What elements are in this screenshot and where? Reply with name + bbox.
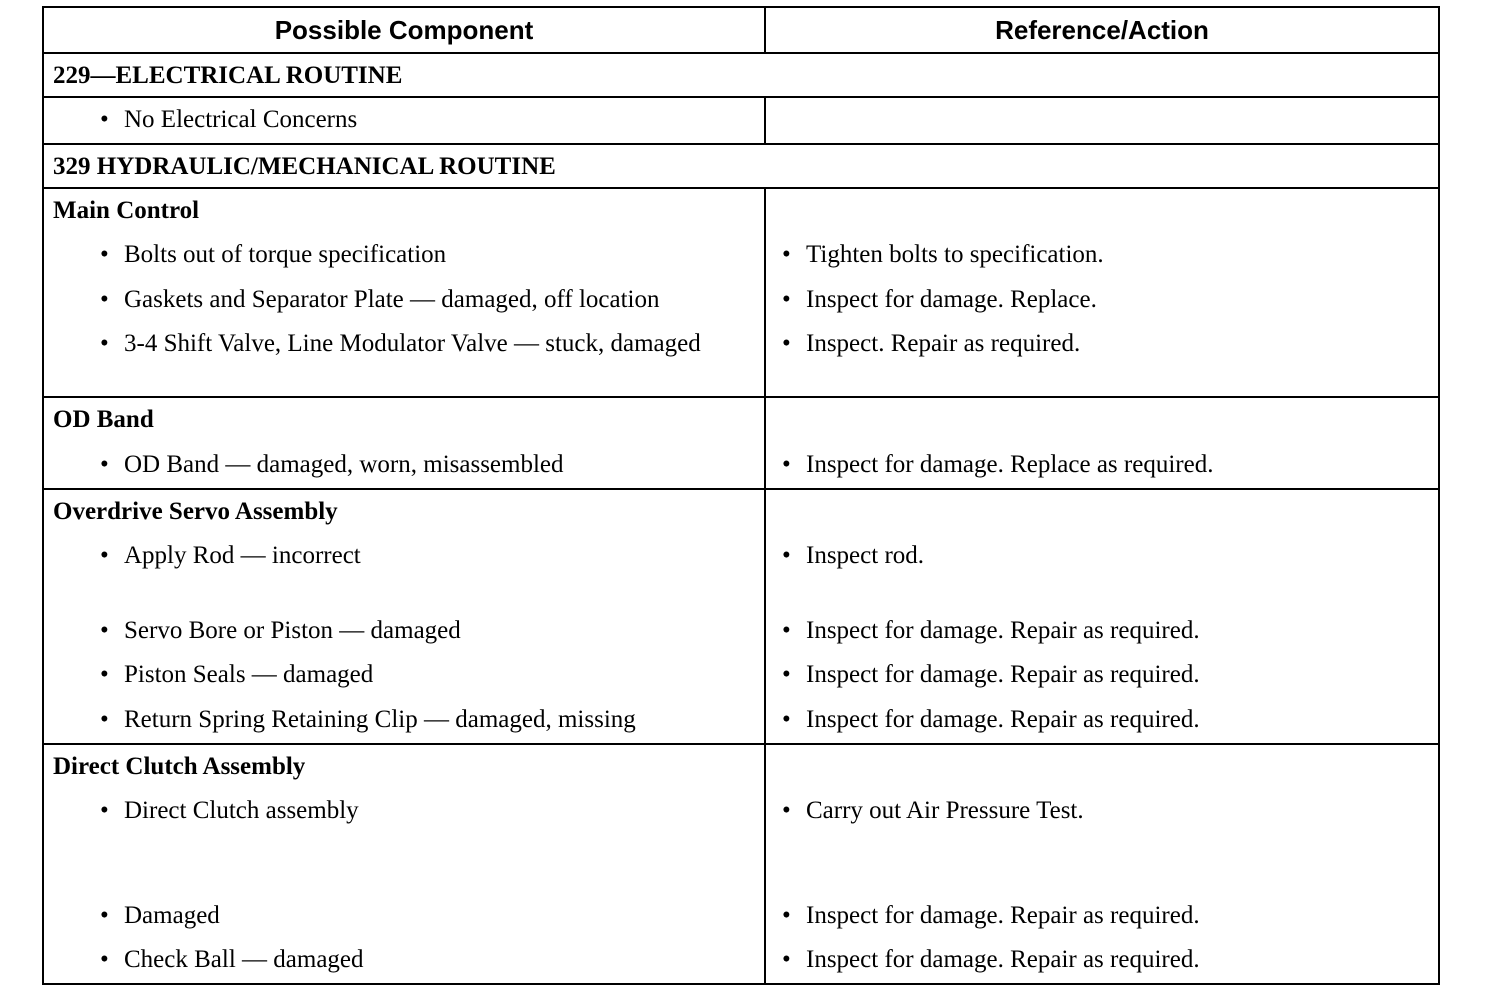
component-text: OD Band — damaged, worn, misassembled — [124, 450, 564, 478]
action-text: Inspect for damage. Repair as required. — [806, 661, 1200, 689]
bullet-icon: • — [100, 901, 109, 929]
list-item — [44, 534, 764, 579]
table-row — [44, 396, 1438, 487]
list-item — [44, 609, 764, 654]
component-text: Direct Clutch assembly — [124, 797, 359, 825]
bullet-icon: • — [782, 661, 791, 689]
action-text: Inspect rod. — [806, 542, 925, 570]
bullet-icon: • — [100, 946, 109, 974]
component-text: Check Ball — damaged — [124, 946, 364, 974]
list-item — [44, 789, 764, 834]
table-row — [44, 488, 1438, 743]
bullet-icon: • — [782, 241, 791, 269]
component-text: Gaskets and Separator Plate — damaged, off location — [124, 285, 660, 313]
bullet-icon: • — [100, 285, 109, 313]
component-text: Damaged — [124, 901, 220, 929]
bullet-icon: • — [100, 330, 109, 358]
group-heading-main-control: Main Control — [53, 196, 200, 224]
action-text: Inspect for damage. Repair as required. — [806, 946, 1200, 974]
group-heading-overdrive-servo: Overdrive Servo Assembly — [53, 497, 338, 525]
bullet-icon: • — [782, 330, 791, 358]
table-row — [44, 743, 1438, 983]
action-text: Inspect for damage. Repair as required. — [806, 616, 1200, 644]
action-text: Inspect for damage. Repair as required. — [806, 901, 1200, 929]
table-row — [44, 187, 1438, 397]
component-text: No Electrical Concerns — [124, 106, 358, 133]
section-title-electrical: 229—ELECTRICAL ROUTINE — [44, 52, 1438, 96]
list-item — [766, 938, 1438, 983]
component-text: Bolts out of torque specification — [124, 241, 447, 269]
section-title-hydraulic: 329 HYDRAULIC/MECHANICAL ROUTINE — [44, 143, 1438, 187]
bullet-icon: • — [782, 542, 791, 570]
list-item — [766, 322, 1438, 396]
component-text: Servo Bore or Piston — damaged — [124, 616, 461, 644]
list-item — [44, 894, 764, 939]
group-heading-direct-clutch: Direct Clutch Assembly — [53, 752, 306, 780]
bullet-icon: • — [782, 705, 791, 733]
component-text: Piston Seals — damaged — [124, 661, 374, 689]
header-possible-component: Possible Component — [44, 8, 766, 52]
list-item — [766, 443, 1438, 488]
diagnosis-table — [42, 6, 1440, 985]
list-item — [44, 653, 764, 698]
list-item — [766, 534, 1438, 579]
bullet-icon: • — [782, 285, 791, 313]
list-item — [44, 443, 764, 488]
action-text: Inspect for damage. Repair as required. — [806, 705, 1200, 733]
component-text: Return Spring Retaining Clip — damaged, missing — [124, 705, 636, 733]
component-text: 3-4 Shift Valve, Line Modulator Valve — stuck, damaged — [124, 330, 701, 358]
bullet-icon: • — [100, 661, 109, 689]
bullet-icon: • — [100, 797, 109, 825]
bullet-icon: • — [782, 797, 791, 825]
bullet-icon: • — [782, 901, 791, 929]
action-text: Carry out Air Pressure Test. — [806, 797, 1084, 825]
bullet-icon: • — [100, 241, 109, 269]
list-item — [44, 322, 764, 396]
list-item — [44, 698, 764, 743]
bullet-icon: • — [782, 616, 791, 644]
bullet-icon: • — [100, 616, 109, 644]
action-text: Tighten bolts to specification. — [806, 241, 1104, 269]
list-item — [44, 278, 764, 323]
component-text: Apply Rod — incorrect — [124, 542, 361, 570]
action-text: Inspect. Repair as required. — [806, 330, 1081, 358]
bullet-icon: • — [100, 705, 109, 733]
group-heading-od-band: OD Band — [53, 406, 154, 434]
header-reference-action: Reference/Action — [995, 15, 1209, 45]
action-text: Inspect for damage. Replace as required. — [806, 450, 1214, 478]
action-text: Inspect for damage. Replace. — [806, 285, 1097, 313]
list-item — [766, 609, 1438, 654]
list-item — [44, 233, 764, 278]
bullet-icon: • — [100, 450, 109, 478]
bullet-icon: • — [782, 946, 791, 974]
table-row — [44, 96, 1438, 143]
list-item — [766, 278, 1438, 323]
list-item — [766, 698, 1438, 743]
list-item — [766, 233, 1438, 278]
table-header-row — [44, 8, 1438, 52]
bullet-icon: • — [100, 542, 109, 570]
list-item — [44, 98, 764, 143]
bullet-icon: • — [782, 450, 791, 478]
list-item — [766, 894, 1438, 939]
bullet-icon: • — [100, 106, 109, 133]
list-item — [766, 653, 1438, 698]
list-item — [766, 789, 1438, 834]
list-item — [44, 938, 764, 983]
